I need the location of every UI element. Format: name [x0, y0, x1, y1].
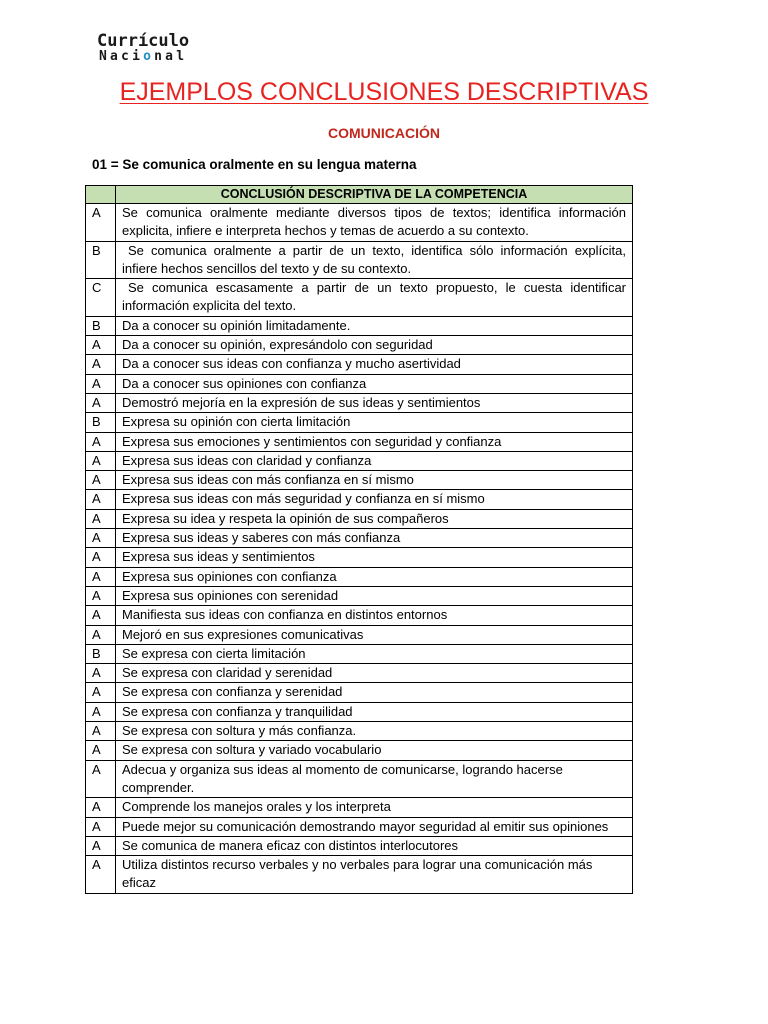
- conclusion-cell: Expresa su opinión con cierta limitación: [116, 413, 633, 432]
- level-cell: A: [86, 490, 116, 509]
- table-row: [86, 586, 633, 605]
- conclusion-cell: Expresa sus ideas con más seguridad y confianza en sí mismo: [116, 490, 633, 509]
- level-cell: A: [86, 586, 116, 605]
- table-row: [86, 471, 633, 490]
- table-row: [86, 606, 633, 625]
- table-row: [86, 836, 633, 855]
- level-cell: C: [86, 279, 116, 317]
- table-row: [86, 413, 633, 432]
- table-row: [86, 644, 633, 663]
- level-cell: A: [86, 336, 116, 355]
- conclusion-cell: Comprende los manejos orales y los interpreta: [116, 798, 633, 817]
- conclusions-table: [85, 185, 633, 894]
- table-row: [86, 702, 633, 721]
- logo-text-nacional-a: Naci: [99, 49, 144, 64]
- conclusion-cell: Da a conocer sus opiniones con confianza: [116, 374, 633, 393]
- conclusion-cell: Mejoró en sus expresiones comunicativas: [116, 625, 633, 644]
- level-cell: A: [86, 355, 116, 374]
- level-cell: B: [86, 644, 116, 663]
- level-cell: A: [86, 606, 116, 625]
- table-row: [86, 760, 633, 798]
- table-row: [86, 722, 633, 741]
- conclusion-cell: Manifiesta sus ideas con confianza en distintos entornos: [116, 606, 633, 625]
- level-cell: A: [86, 760, 116, 798]
- level-cell: A: [86, 836, 116, 855]
- conclusion-cell: Se expresa con claridad y serenidad: [116, 664, 633, 683]
- table-row: [86, 817, 633, 836]
- level-cell: A: [86, 471, 116, 490]
- table-row: [86, 336, 633, 355]
- conclusion-cell: Expresa sus ideas y saberes con más confianza: [116, 529, 633, 548]
- conclusion-cell: Expresa sus opiniones con serenidad: [116, 586, 633, 605]
- conclusion-cell: Se comunica de manera eficaz con distintos interlocutores: [116, 836, 633, 855]
- conclusion-cell: Expresa su idea y respeta la opinión de sus compañeros: [116, 509, 633, 528]
- level-cell: A: [86, 567, 116, 586]
- table-row: [86, 241, 633, 279]
- level-cell: A: [86, 683, 116, 702]
- level-cell: A: [86, 548, 116, 567]
- table-row: [86, 374, 633, 393]
- level-cell: A: [86, 432, 116, 451]
- level-cell: B: [86, 413, 116, 432]
- conclusion-cell: Se expresa con soltura y variado vocabulario: [116, 741, 633, 760]
- conclusion-cell: Expresa sus ideas y sentimientos: [116, 548, 633, 567]
- level-cell: B: [86, 316, 116, 335]
- table-row: [86, 664, 633, 683]
- table-row: [86, 509, 633, 528]
- conclusion-cell: Expresa sus ideas con más confianza en sí mismo: [116, 471, 633, 490]
- table-header: CONCLUSIÓN DESCRIPTIVA DE LA COMPETENCIA: [116, 186, 633, 204]
- conclusion-cell: Expresa sus ideas con claridad y confianza: [116, 451, 633, 470]
- level-cell: A: [86, 374, 116, 393]
- table-row: [86, 529, 633, 548]
- level-cell: A: [86, 798, 116, 817]
- level-cell: A: [86, 817, 116, 836]
- conclusion-cell: Expresa sus emociones y sentimientos con seguridad y confianza: [116, 432, 633, 451]
- header-empty-cell: [86, 186, 116, 204]
- conclusion-cell: Se expresa con confianza y serenidad: [116, 683, 633, 702]
- logo-accent-o: o: [143, 49, 155, 64]
- level-cell: A: [86, 529, 116, 548]
- logo-text-curriculo: Currículo: [97, 31, 190, 51]
- table-row: [86, 798, 633, 817]
- level-cell: A: [86, 664, 116, 683]
- table-row: [86, 548, 633, 567]
- conclusion-cell: Da a conocer sus ideas con confianza y mucho asertividad: [116, 355, 633, 374]
- competencia-heading: 01 = Se comunica oralmente en su lengua materna: [92, 157, 417, 172]
- table-row: [86, 355, 633, 374]
- table-row: [86, 490, 633, 509]
- table-row: [86, 204, 633, 242]
- table-header-row: [86, 186, 633, 204]
- level-cell: A: [86, 702, 116, 721]
- conclusion-cell: Se expresa con soltura y más confianza.: [116, 722, 633, 741]
- level-cell: A: [86, 509, 116, 528]
- level-cell: A: [86, 625, 116, 644]
- table-row: [86, 683, 633, 702]
- conclusion-cell: Da a conocer su opinión limitadamente.: [116, 316, 633, 335]
- conclusion-cell: Adecua y organiza sus ideas al momento de comunicarse, logrando hacerse comprender.: [116, 760, 633, 798]
- level-cell: A: [86, 393, 116, 412]
- level-cell: B: [86, 241, 116, 279]
- table-row: [86, 279, 633, 317]
- level-cell: A: [86, 856, 116, 894]
- table-row: [86, 567, 633, 586]
- level-cell: A: [86, 204, 116, 242]
- logo-text-nacional: [99, 50, 189, 64]
- conclusion-cell: Se comunica oralmente mediante diversos tipos de textos; identifica información explicita, infiere e interpreta hechos y temas de acuerdo a su contexto.: [116, 204, 633, 242]
- conclusion-cell: Puede mejor su comunicación demostrando mayor seguridad al emitir sus opiniones: [116, 817, 633, 836]
- level-cell: A: [86, 451, 116, 470]
- page-title: EJEMPLOS CONCLUSIONES DESCRIPTIVAS: [119, 78, 649, 106]
- table-row: [86, 316, 633, 335]
- level-cell: A: [86, 722, 116, 741]
- conclusion-cell: Se comunica oralmente a partir de un texto, identifica sólo información explícita, infiere hechos sencillos del texto y de su contexto.: [116, 241, 633, 279]
- conclusion-cell: Se expresa con confianza y tranquilidad: [116, 702, 633, 721]
- table-row: [86, 451, 633, 470]
- conclusion-cell: Expresa sus opiniones con confianza: [116, 567, 633, 586]
- conclusion-cell: Demostró mejoría en la expresión de sus ideas y sentimientos: [116, 393, 633, 412]
- logo-text-nacional-b: nal: [154, 49, 188, 64]
- table-row: [86, 625, 633, 644]
- conclusion-cell: Da a conocer su opinión, expresándolo con seguridad: [116, 336, 633, 355]
- table-row: [86, 741, 633, 760]
- conclusion-cell: Se expresa con cierta limitación: [116, 644, 633, 663]
- level-cell: A: [86, 741, 116, 760]
- conclusion-cell: Se comunica escasamente a partir de un texto propuesto, le cuesta identificar información explicita del texto.: [116, 279, 633, 317]
- table-row: [86, 432, 633, 451]
- table-row: [86, 393, 633, 412]
- conclusion-cell: Utiliza distintos recurso verbales y no verbales para lograr una comunicación más eficaz: [116, 856, 633, 894]
- table-row: [86, 856, 633, 894]
- section-subtitle: COMUNICACIÓN: [328, 125, 440, 141]
- curriculo-nacional-logo: [97, 33, 189, 64]
